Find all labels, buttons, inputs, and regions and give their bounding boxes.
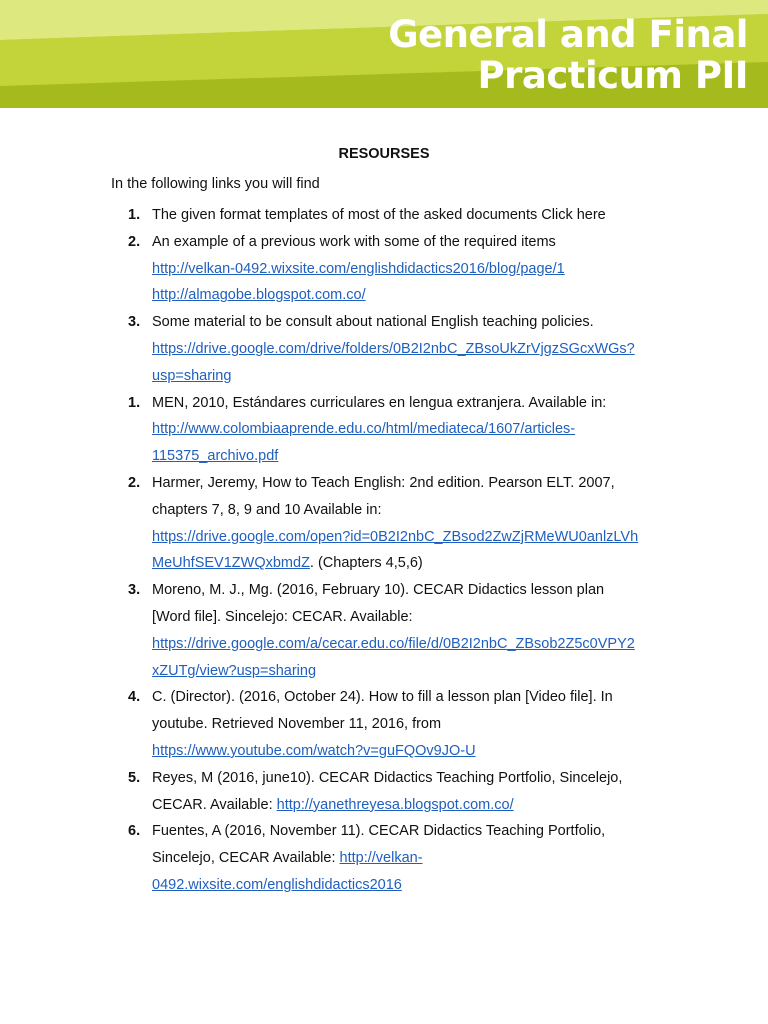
list-number: 2. [128,233,141,250]
list-number: 2. [128,474,141,491]
list-line [152,658,671,685]
resource-link[interactable]: https://www.youtube.com/watch?v=guFQOv9JO-U [152,742,476,759]
list-line [152,577,671,604]
list-line [152,604,671,631]
list-line [152,550,671,577]
resource-link[interactable]: 115375_archivo.pdf [152,448,279,465]
resource-link[interactable]: https://drive.google.com/open?id=0B2I2nbC_ZBsod2ZwZjRMeWU0anlzLVh [152,528,639,545]
list-line [152,765,671,792]
list-line [152,470,671,497]
list-line [152,363,671,390]
line-text: [Word file]. Sincelejo: CECAR. Available: [152,608,413,625]
resource-link[interactable]: http://velkan- [339,850,423,867]
line-text: Reyes, M (2016, june10). CECAR Didactics Teaching Portfolio, Sincelejo, [152,769,623,786]
list-line [152,792,671,819]
line-text: C. (Director). (2016, October 24). How to fill a lesson plan [Video file]. In [152,689,613,706]
line-text: Fuentes, A (2016, November 11). CECAR Didactics Teaching Portfolio, [152,823,606,840]
list-line [152,845,671,872]
list-item [111,684,671,764]
header-banner [0,0,768,108]
line-text: CECAR. Available: [152,796,277,813]
list-line [152,282,671,309]
list-line [152,256,671,283]
list-line [152,336,671,363]
list-item [111,229,671,309]
list-item [111,470,671,577]
line-text: The given format templates of most of the asked documents Click here [152,207,606,223]
list-item [111,765,671,819]
list-line [152,202,671,229]
resource-link[interactable]: xZUTg/view?usp=sharing [152,662,317,679]
list-item [111,818,671,898]
line-text: An example of a previous work with some of the required items [152,233,556,250]
list-number: 4. [128,689,141,706]
banner-title [388,14,748,96]
list-line [152,738,671,765]
resource-link[interactable]: http://velkan-0492.wixsite.com/englishdidactics2016/blog/page/1 [152,260,565,277]
list-number: 3. [128,314,141,331]
list-line [152,229,671,256]
list-line [152,416,671,443]
resource-link[interactable]: http://almagobe.blogspot.com.co/ [152,287,366,304]
page-heading: RESOURSES [338,146,430,162]
list-number: 3. [128,582,141,599]
resource-link[interactable]: https://drive.google.com/drive/folders/0B2I2nbC_ZBsoUkZrVjgzSGcxWGs? [152,340,635,357]
list-number: 5. [128,769,141,786]
list-item [111,202,671,229]
list-number: 1. [128,394,141,411]
line-text: Sincelejo, CECAR Available: [152,850,340,867]
list-item [111,390,671,470]
resource-link[interactable]: http://yanethreyesa.blogspot.com.co/ [276,796,514,813]
resource-link[interactable]: MeUhfSEV1ZWQxbmdZ [152,555,310,572]
list-number: 6. [128,823,141,840]
list-line [152,872,671,899]
resource-link[interactable]: 0492.wixsite.com/englishdidactics2016 [152,876,402,893]
line-text: Harmer, Jeremy, How to Teach English: 2nd edition. Pearson ELT. 2007, [152,474,615,491]
intro-text: In the following links you will find [111,176,320,192]
line-text: chapters 7, 8, 9 and 10 Available in: [152,501,382,518]
list-line [152,631,671,658]
list-line [152,309,671,336]
line-text-after: . (Chapters 4,5,6) [309,555,423,572]
list-line [152,711,671,738]
resource-link[interactable]: http://www.colombiaaprende.edu.co/html/mediateca/1607/articles- [152,421,576,438]
list-line [152,443,671,470]
banner-title-line-2: Practicum PII [477,54,748,97]
line-text: Some material to be consult about national English teaching policies. [152,314,594,331]
list-number: 1. [128,207,141,223]
line-text: Moreno, M. J., Mg. (2016, February 10). CECAR Didactics lesson plan [152,582,605,599]
list-item [111,309,671,389]
resource-link[interactable]: usp=sharing [152,367,232,384]
resource-link[interactable]: https://drive.google.com/a/cecar.edu.co/file/d/0B2I2nbC_ZBsob2Z5c0VPY2 [152,635,635,652]
list-line [152,497,671,524]
list-line [152,390,671,417]
banner-title-line-1: General and Final [388,13,748,56]
list-line [152,524,671,551]
line-text: MEN, 2010, Estándares curriculares en lengua extranjera. Available in: [152,394,607,411]
list-line [152,818,671,845]
line-text: youtube. Retrieved November 11, 2016, from [152,716,442,733]
resource-list [111,202,671,899]
list-item [111,577,671,684]
list-line [152,684,671,711]
